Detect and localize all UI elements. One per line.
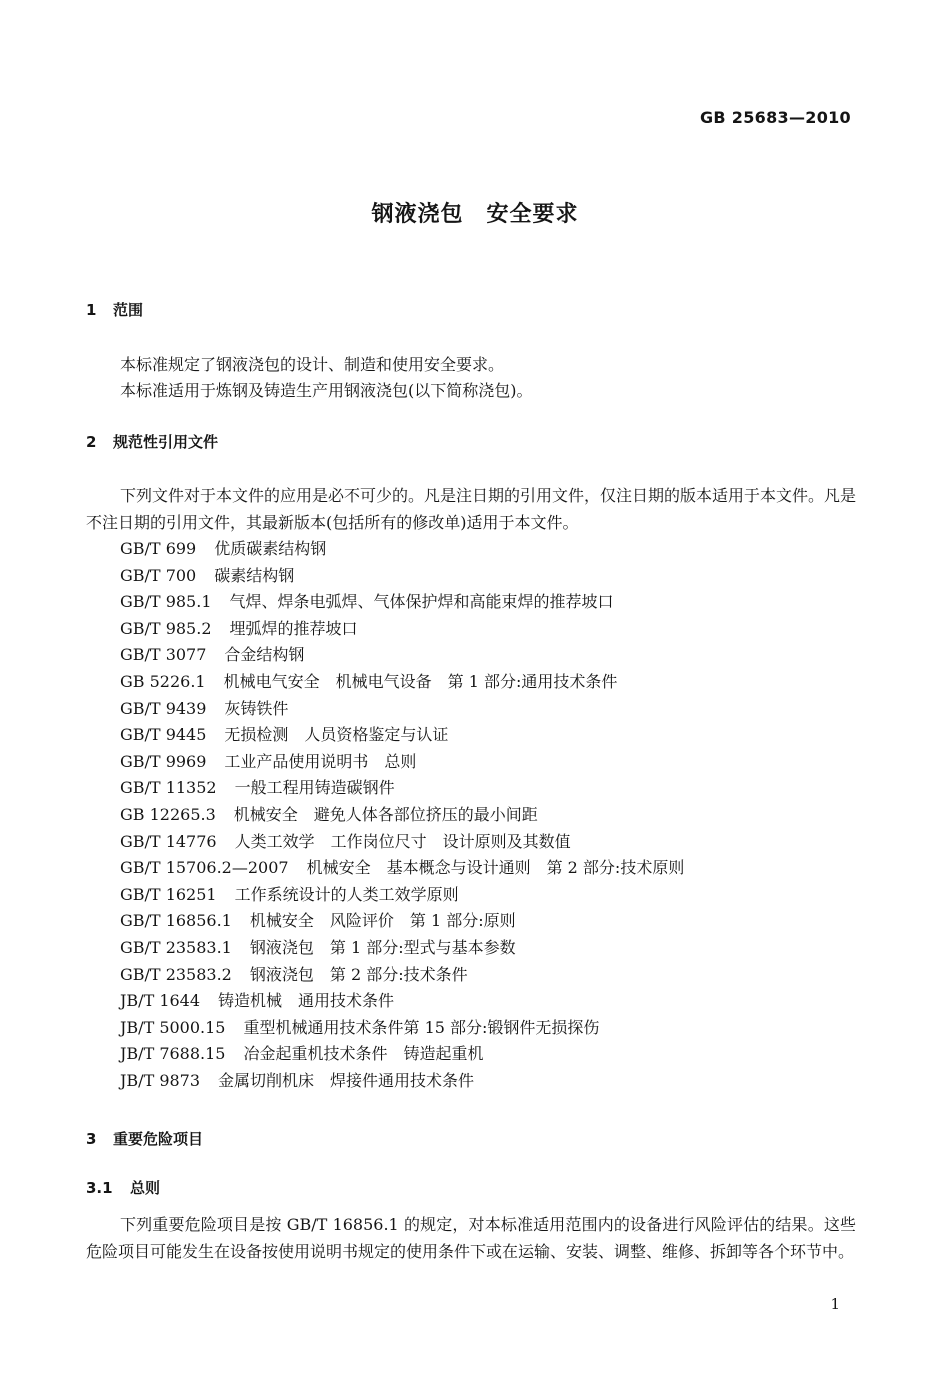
reference-title: 一般工程用铸造碳钢件 [234, 778, 395, 798]
reference-list [120, 536, 684, 1094]
reference-title: 无损检测 人员资格鉴定与认证 [224, 725, 449, 745]
reference-title: 铸造机械 通用技术条件 [218, 991, 395, 1011]
reference-item [120, 882, 684, 909]
reference-code: GB/T 3077 [120, 645, 207, 665]
reference-item [120, 563, 684, 590]
reference-code: GB/T 700 [120, 565, 197, 585]
section-number: 1 [86, 301, 97, 319]
reference-title: 工作系统设计的人类工效学原则 [234, 884, 459, 904]
reference-item [120, 829, 684, 856]
references-intro: 下列文件对于本文件的应用是必不可少的。凡是注日期的引用文件，仅注日期的版本适用于本文件。凡是不注日期的引用文件，其最新版本(包括所有的修改单)适用于本文件。 [86, 486, 857, 532]
reference-item [120, 669, 684, 696]
reference-item [120, 1068, 684, 1095]
reference-title: 钢液浇包 第 1 部分:型式与基本参数 [249, 937, 516, 957]
reference-code: GB/T 985.1 [120, 592, 212, 612]
reference-title: 埋弧焊的推荐坡口 [229, 618, 358, 638]
reference-title: 工业产品使用说明书 总则 [224, 751, 417, 771]
reference-item [120, 802, 684, 829]
reference-item [120, 908, 684, 935]
section-title: 范围 [113, 301, 144, 319]
reference-item [120, 589, 684, 616]
reference-item [120, 536, 684, 563]
reference-code: GB 12265.3 [120, 804, 216, 824]
reference-code: GB/T 9445 [120, 725, 207, 745]
reference-item [120, 642, 684, 669]
standard-code: GB 25683—2010 [700, 108, 851, 127]
scope-paragraph-2: 本标准适用于炼钢及铸造生产用钢液浇包(以下简称浇包)。 [120, 381, 533, 400]
reference-item [120, 696, 684, 723]
reference-code: GB/T 23583.2 [120, 964, 232, 984]
reference-code: GB 5226.1 [120, 671, 206, 691]
reference-title: 机械安全 避免人体各部位挤压的最小间距 [233, 804, 538, 824]
reference-item [120, 1041, 684, 1068]
reference-code: JB/T 1644 [120, 991, 201, 1011]
reference-code: JB/T 9873 [120, 1070, 201, 1090]
reference-title: 气焊、焊条电弧焊、气体保护焊和高能束焊的推荐坡口 [229, 592, 614, 612]
reference-item [120, 749, 684, 776]
reference-title: 冶金起重机技术条件 铸造起重机 [243, 1044, 484, 1064]
reference-code: GB/T 14776 [120, 831, 217, 851]
reference-code: GB/T 9439 [120, 698, 207, 718]
reference-code: JB/T 7688.15 [120, 1044, 226, 1064]
reference-title: 优质碳素结构钢 [214, 539, 327, 558]
reference-item [120, 855, 684, 882]
reference-item [120, 988, 684, 1015]
reference-code: GB/T 11352 [120, 778, 217, 798]
scope-paragraph-1: 本标准规定了钢液浇包的设计、制造和使用安全要求。 [120, 355, 505, 374]
subsection-title: 总则 [130, 1179, 161, 1197]
reference-title: 重型机械通用技术条件第 15 部分:锻钢件无损探伤 [243, 1017, 600, 1037]
general-paragraph: 下列重要危险项目是按 GB/T 16856.1 的规定，对本标准适用范围内的设备进行风险评估的结果。这些危险项目可能发生在设备按使用说明书规定的使用条件下或在运输、安装、调整、维修、拆卸等各个环节中。 [86, 1215, 856, 1261]
reference-code: GB/T 9969 [120, 751, 207, 771]
reference-title: 人类工效学 工作岗位尺寸 设计原则及其数值 [234, 831, 571, 851]
section-title: 重要危险项目 [113, 1130, 204, 1148]
reference-title: 碳素结构钢 [214, 565, 295, 585]
reference-code: JB/T 5000.15 [120, 1017, 226, 1037]
reference-title: 钢液浇包 第 2 部分:技术条件 [249, 964, 468, 984]
reference-code: GB/T 16856.1 [120, 911, 232, 931]
reference-item [120, 722, 684, 749]
section-1-heading [86, 299, 143, 320]
reference-title: 金属切削机床 焊接件通用技术条件 [218, 1070, 475, 1090]
reference-title: 机械安全 风险评价 第 1 部分:原则 [249, 911, 516, 931]
reference-code: GB/T 15706.2—2007 [120, 858, 289, 878]
reference-title: 机械安全 基本概念与设计通则 第 2 部分:技术原则 [306, 858, 685, 878]
section-3-heading [86, 1128, 203, 1149]
section-number: 2 [86, 433, 97, 451]
subsection-number: 3.1 [86, 1179, 113, 1197]
reference-item [120, 935, 684, 962]
reference-title: 机械电气安全 机械电气设备 第 1 部分:通用技术条件 [223, 671, 618, 691]
reference-code: GB/T 23583.1 [120, 937, 232, 957]
page-number: 1 [830, 1295, 840, 1313]
section-3-1-heading [86, 1177, 160, 1198]
reference-code: GB/T 16251 [120, 884, 217, 904]
reference-code: GB/T 699 [120, 539, 197, 558]
reference-title: 灰铸铁件 [224, 698, 289, 718]
section-number: 3 [86, 1130, 97, 1148]
reference-item [120, 775, 684, 802]
reference-item [120, 616, 684, 643]
reference-code: GB/T 985.2 [120, 618, 212, 638]
reference-item [120, 962, 684, 989]
document-title: 钢液浇包 安全要求 [371, 202, 579, 227]
reference-item [120, 1015, 684, 1042]
section-2-heading [86, 431, 218, 452]
section-title: 规范性引用文件 [113, 433, 219, 451]
reference-title: 合金结构钢 [224, 645, 305, 665]
